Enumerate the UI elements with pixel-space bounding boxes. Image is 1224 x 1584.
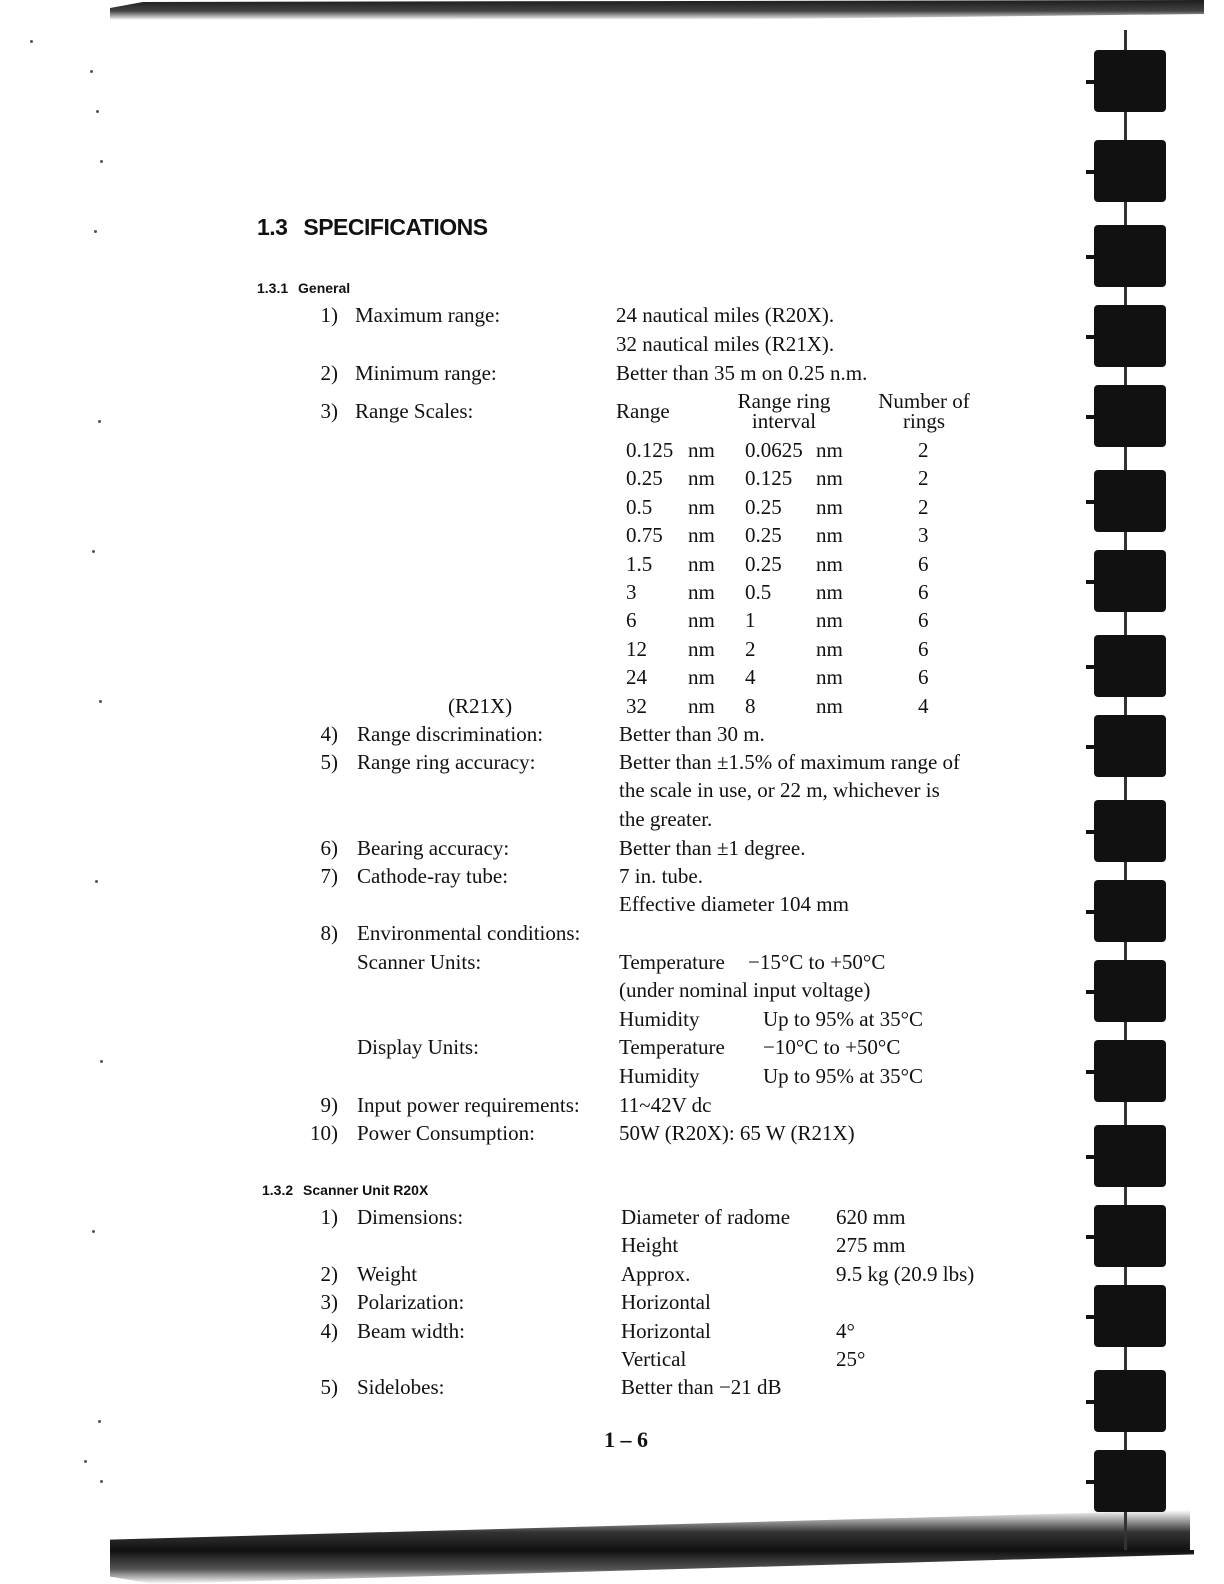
spec-value: 25° [836,1347,866,1371]
cell-rings: 3 [918,523,929,547]
item-number: 5) [320,1375,338,1399]
spec-key: Horizontal [621,1290,711,1314]
cell-interval: 0.0625 [745,438,803,462]
cell-rings: 6 [918,665,929,689]
cell-range: 0.5 [626,495,653,519]
cell-range: 24 [626,665,647,689]
spec-key: Better than −21 dB [621,1375,782,1399]
item-value: 7 in. tube. [619,864,703,888]
item-value: the greater. [619,807,713,831]
cell-interval-unit: nm [816,637,843,661]
env-display-label: Display Units: [357,1035,479,1059]
cell-range-unit: nm [688,665,715,689]
spec-value: 620 mm [836,1205,906,1229]
cell-interval: 4 [745,665,756,689]
env-display-hum-value: Up to 95% at 35°C [763,1064,924,1088]
cell-interval: 8 [745,694,756,718]
cell-rings: 6 [918,552,929,576]
item-label: Weight [357,1262,418,1286]
item-label: Environmental conditions: [357,921,581,945]
env-display-temp-label: Temperature [619,1035,725,1059]
cell-range-unit: nm [688,552,715,576]
scan-speckle-left [0,0,120,1584]
spec-key: Height [621,1233,679,1257]
env-scanner-hum-value: Up to 95% at 35°C [763,1007,924,1031]
subsection-scanner-heading [262,1182,428,1198]
item-number: 10) [310,1121,338,1145]
item-label: Range ring accuracy: [357,750,536,774]
item-label: Range Scales: [355,399,474,423]
item-label: Input power requirements: [357,1093,580,1117]
cell-range: 6 [626,608,637,632]
cell-interval-unit: nm [816,665,843,689]
cell-range: 0.25 [626,466,663,490]
scan-edge-top [110,0,1204,20]
cell-interval-unit: nm [816,466,843,490]
item-label: Minimum range: [355,361,497,385]
item-number: 2) [320,361,338,385]
env-scanner-temp-value: −15°C to +50°C [748,950,886,974]
item-value: Better than ±1 degree. [619,836,806,860]
cell-interval: 0.25 [745,523,782,547]
cell-range: 3 [626,580,637,604]
cell-rings: 2 [918,438,929,462]
cell-range-unit: nm [688,438,715,462]
subsection-general-heading [257,280,350,296]
cell-range-unit: nm [688,637,715,661]
spec-key: Approx. [621,1262,691,1286]
header-rings-line2: rings [903,409,945,433]
header-range: Range [616,399,670,423]
cell-interval: 0.25 [745,552,782,576]
cell-range-unit: nm [688,580,715,604]
item-value: Better than 35 m on 0.25 n.m. [616,361,868,385]
header-interval-line1: Range ring [737,389,831,413]
item-label: Dimensions: [357,1205,464,1229]
cell-range-unit: nm [688,523,715,547]
item-value: the scale in use, or 22 m, whichever is [619,778,940,802]
item-number: 6) [320,836,338,860]
spec-key: Diameter of radome [621,1205,791,1229]
section-title: SPECIFICATIONS [303,214,488,240]
item-value: 11~42V dc [619,1093,712,1117]
item-label: Sidelobes: [357,1375,445,1399]
cell-interval: 2 [745,637,756,661]
cell-interval: 0.25 [745,495,782,519]
env-display-temp-value: −10°C to +50°C [763,1035,901,1059]
item-label: Power Consumption: [357,1121,535,1145]
cell-rings: 2 [918,466,929,490]
spec-value: 275 mm [836,1233,906,1257]
scan-edge-bottom [110,1510,1194,1584]
cell-rings: 6 [918,608,929,632]
spec-key: Vertical [621,1347,687,1371]
env-scanner-label: Scanner Units: [357,950,482,974]
cell-interval-unit: nm [816,580,843,604]
cell-range: 0.75 [626,523,663,547]
item-number: 1) [320,1205,338,1229]
cell-interval: 1 [745,608,756,632]
item-value: Better than ±1.5% of maximum range of [619,750,961,774]
item-label: Cathode-ray tube: [357,864,509,888]
cell-interval-unit: nm [816,608,843,632]
cell-interval-unit: nm [816,438,843,462]
header-interval-line2: interval [751,409,817,433]
header-rings [866,391,982,431]
cell-range-unit: nm [688,466,715,490]
item-number: 2) [320,1262,338,1286]
spiral-binding [1090,30,1224,1550]
item-value: Effective diameter 104 mm [619,892,849,916]
item-number: 7) [320,864,338,888]
env-scanner-hum-label: Humidity [619,1007,700,1031]
item-label: Beam width: [357,1319,465,1343]
env-scanner-temp-label: Temperature [619,950,725,974]
spec-key: Horizontal [621,1319,711,1343]
table-side-note: (R21X) [448,694,513,718]
item-number: 1) [320,303,338,327]
subsection-title: General [298,280,351,296]
item-value: 24 nautical miles (R20X). [616,303,835,327]
env-scanner-note: (under nominal input voltage) [619,978,871,1002]
cell-range-unit: nm [688,608,715,632]
cell-rings: 6 [918,637,929,661]
cell-range: 12 [626,637,647,661]
item-number: 9) [320,1093,338,1117]
section-number: 1.3 [257,214,288,240]
cell-interval-unit: nm [816,552,843,576]
subsection-title: Scanner Unit R20X [303,1182,429,1198]
env-display-hum-label: Humidity [619,1064,700,1088]
header-rings-line1: Number of [878,389,970,413]
item-number: 8) [320,921,338,945]
cell-range: 1.5 [626,552,653,576]
cell-rings: 2 [918,495,929,519]
item-value: Better than 30 m. [619,722,765,746]
cell-interval-unit: nm [816,694,843,718]
spec-value: 4° [836,1319,855,1343]
item-number: 5) [320,750,338,774]
item-value: 50W (R20X): 65 W (R21X) [619,1121,855,1145]
cell-interval-unit: nm [816,495,843,519]
item-number: 4) [320,722,338,746]
cell-rings: 4 [918,694,929,718]
item-label: Bearing accuracy: [357,836,510,860]
item-number: 4) [320,1319,338,1343]
item-number: 3) [320,1290,338,1314]
cell-range: 0.125 [626,438,674,462]
cell-range-unit: nm [688,694,715,718]
header-interval [726,391,842,431]
spec-value: 9.5 kg (20.9 lbs) [836,1262,975,1286]
item-label: Range discrimination: [357,722,544,746]
item-number: 3) [320,399,338,423]
subsection-number: 1.3.2 [262,1182,294,1198]
cell-range-unit: nm [688,495,715,519]
cell-range: 32 [626,694,647,718]
page-number: 1 – 6 [604,1427,648,1452]
section-heading [257,214,488,241]
cell-interval: 0.5 [745,580,772,604]
item-label: Polarization: [357,1290,465,1314]
cell-interval: 0.125 [745,466,793,490]
item-value: 32 nautical miles (R21X). [616,332,835,356]
cell-rings: 6 [918,580,929,604]
item-label: Maximum range: [355,303,501,327]
cell-interval-unit: nm [816,523,843,547]
subsection-number: 1.3.1 [257,280,289,296]
